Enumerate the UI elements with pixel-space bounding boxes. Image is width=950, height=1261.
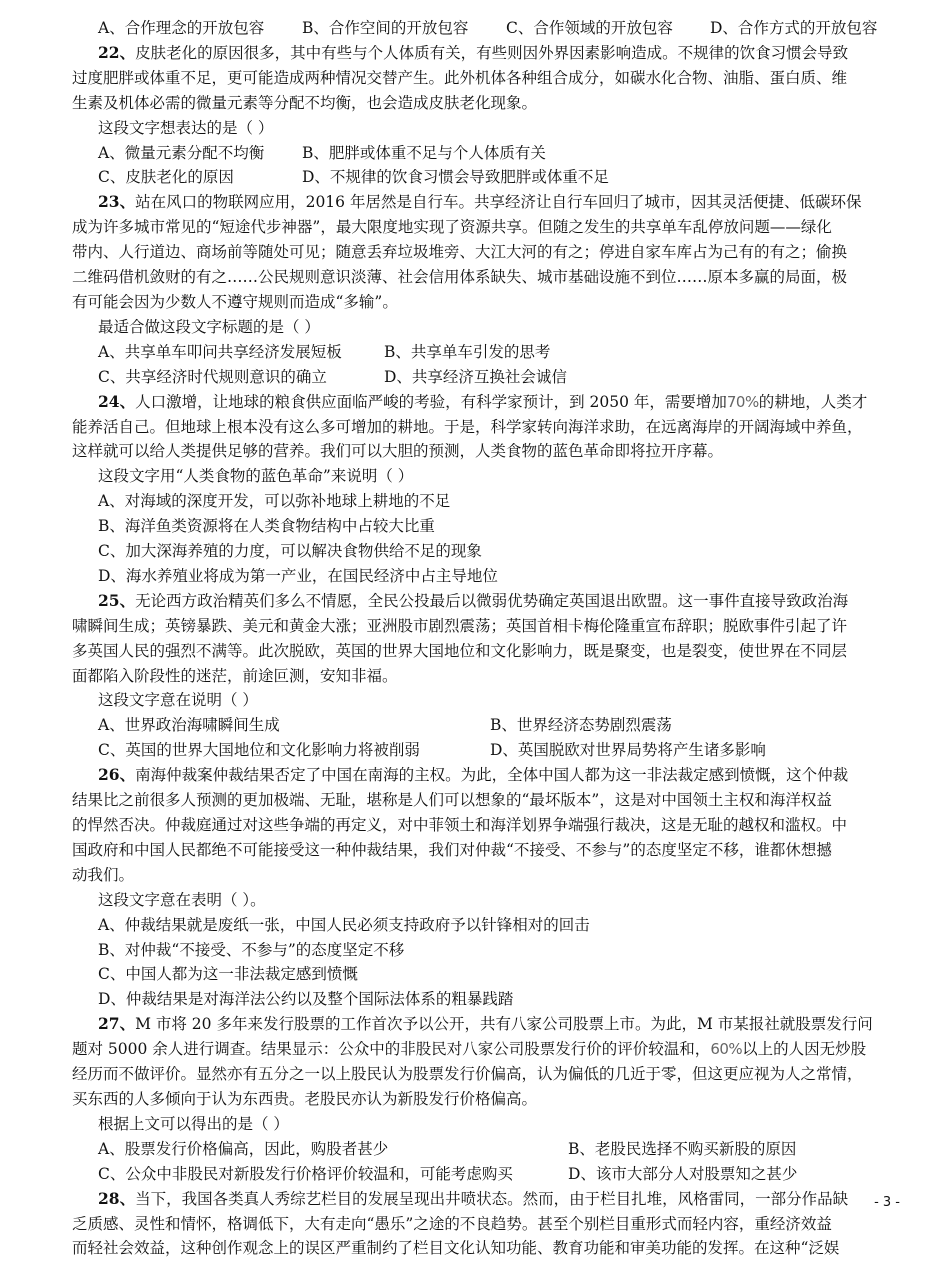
q27-number: 27、: [98, 1014, 136, 1034]
q26-option-c: C、中国人都为这一非法裁定感到愤慨: [98, 965, 358, 984]
q24-passage-line: 这样就可以给人类提供足够的营养。我们可以大胆的预测，人类食物的蓝色革命即将拉开序幕。: [72, 442, 724, 461]
q25-options-row: [72, 738, 884, 763]
q23-option-c: C、共享经济时代规则意识的确立: [98, 367, 327, 386]
q22-passage-line: 过度肥胖或体重不足，更可能造成两种情况交替产生。此外机体各种组合成分，如碳水化合物、油脂、蛋白质、维: [72, 68, 848, 87]
q27-passage-line: [72, 1037, 884, 1062]
q21-option-a: A、合作理念的开放包容: [98, 19, 265, 37]
q25-option-d: D、英国脱欧对世界局势将产生诸多影响: [490, 741, 766, 760]
q26-passage-line: 国政府和中国人民都绝不可能接受这一种仲裁结果，我们对仲裁“不接受、不参与”的态度坚定不移，谁都休想撼: [72, 840, 832, 859]
q23-number: 23、: [98, 192, 136, 212]
q24-option-a: A、对海域的深度开发，可以弥补地球上耕地的不足: [98, 492, 451, 511]
q28-passage-line: [72, 1187, 884, 1212]
q27-option-c: C、公众中非股民对新股发行价格评价较温和，可能考虑购买: [98, 1164, 513, 1183]
q27-passage-line: 买东西的人多倾向于认为东西贵。老股民亦认为新股发行价格偏高。: [72, 1089, 538, 1108]
q27-text: 题对 5000 余人进行调查。结果显示：公众中的非股民对八家公司股票发行价的评价较温和，: [72, 1040, 711, 1059]
q25-option-b: B、世界经济态势剧烈震荡: [490, 716, 672, 735]
q26-passage-line: 结果比之前很多人预测的更加极端、无耻，堪称是人们可以想象的“最坏版本”，这是对中国领土主权和海洋权益: [72, 791, 832, 810]
q26-number: 26、: [98, 765, 136, 785]
q23-passage-line: 带内、人行道边、商场前等随处可见；随意丢弃垃圾堆旁、大江大河的有之；停进自家车库占为己有的有之；偷换: [72, 243, 848, 262]
q22-option-d: D、不规律的饮食习惯会导致肥胖或体重不足: [302, 168, 609, 187]
q25-number: 25、: [98, 590, 136, 610]
q27-options-row: [72, 1162, 884, 1187]
q25-option-c: C、英国的世界大国地位和文化影响力将被削弱: [98, 741, 420, 760]
q22-passage-line: 生素及机体必需的微量元素等分配不均衡，也会造成皮肤老化现象。: [72, 93, 538, 112]
q26-option-b: B、对仲裁“不接受、不参与”的态度坚定不移: [98, 940, 405, 959]
q22-option-a: A、微量元素分配不均衡: [98, 143, 265, 162]
q26-option-d: D、仲裁结果是对海洋法公约以及整个国际法体系的粗暴践踏: [98, 990, 514, 1009]
q24-percent: 70%: [726, 392, 759, 411]
q25-options-row: [72, 713, 884, 738]
q22-number: 22、: [98, 42, 136, 62]
q27-option-d: D、该市大部分人对股票知之甚少: [568, 1164, 798, 1183]
q24-passage-line: [72, 390, 884, 415]
q24-option-b: B、海洋鱼类资源将在人类食物结构中占较大比重: [98, 517, 435, 536]
q27-options-row: [72, 1137, 884, 1162]
exam-page: [72, 16, 884, 1261]
q21-option-d: D、合作方式的开放包容: [710, 19, 878, 37]
q25-passage-line: 啸瞬间生成；英镑暴跌、美元和黄金大涨；亚洲股市剧烈震荡；英国首相卡梅伦隆重宣布辞职；脱欧事件引起了许: [72, 616, 848, 635]
q24-text: 的耕地，人类才: [758, 392, 868, 411]
q22-question: 这段文字想表达的是（ ）: [98, 118, 274, 137]
q24-number: 24、: [98, 391, 136, 411]
q28-text: 当下，我国各类真人秀综艺栏目的发展呈现出井喷状态。然而，由于栏目扎堆，风格雷同，一部分作品缺: [135, 1189, 849, 1208]
q22-options-row: [72, 165, 884, 190]
q23-question: 最适合做这段文字标题的是（ ）: [98, 317, 320, 336]
q27-text: M 市将 20 多年来发行股票的工作首次予以公开，共有八家公司股票上市。为此，M 市某报社就股票发行问: [135, 1015, 873, 1034]
q26-question: 这段文字意在表明（ ）。: [98, 890, 266, 909]
page-number: - 3 -: [874, 1195, 900, 1210]
q25-passage-line: 面都陷入阶段性的迷茫，前途叵测，安知非福。: [72, 666, 398, 685]
q24-passage-line: 能养活自己。但地球上根本没有这么多可增加的耕地。于是，科学家转向海洋求助，在远离海岸的开阔海域中养鱼，: [72, 417, 863, 436]
q27-option-b: B、老股民选择不购买新股的原因: [568, 1139, 797, 1158]
q23-option-b: B、共享单车引发的思考: [384, 342, 551, 361]
q23-option-a: A、共享单车叩问共享经济发展短板: [98, 342, 342, 361]
q26-passage-line: 的悍然否决。仲裁庭通过对这些争端的再定义，对中菲领土和海洋划界争端强行裁决，这是无耻的越权和滥权。中: [72, 816, 848, 834]
q26-option-a: A、仲裁结果就是废纸一张，中国人民必须支持政府予以针锋相对的回击: [98, 915, 590, 934]
q25-option-a: A、世界政治海啸瞬间生成: [98, 716, 280, 735]
q24-question: 这段文字用“人类食物的蓝色革命”来说明（ ）: [98, 467, 414, 486]
q23-text: 站在风口的物联网应用，2016 年居然是自行车。共享经济让自行车回归了城市，因其灵活便捷、低碳环保: [135, 193, 862, 212]
q23-passage-line: 二维码借机敛财的有之……公民规则意识淡薄、社会信用体系缺失、城市基础设施不到位……原本多赢的局面，极: [72, 268, 848, 287]
q21-option-c: C、合作领域的开放包容: [506, 19, 673, 37]
q22-option-c: C、皮肤老化的原因: [98, 168, 234, 187]
q25-passage-line: [72, 589, 884, 614]
q23-passage-line: [72, 190, 884, 215]
q23-option-d: D、共享经济互换社会诚信: [384, 367, 567, 386]
q22-option-b: B、肥胖或体重不足与个人体质有关: [302, 143, 546, 162]
q25-question: 这段文字意在说明（ ）: [98, 691, 258, 710]
q23-passage-line: 有可能会因为少数人不遵守规则而造成“多输”。: [72, 292, 398, 311]
q26-text: 南海仲裁案仲裁结果否定了中国在南海的主权。为此，全体中国人都为这一非法裁定感到愤慨，这个仲裁: [135, 766, 849, 785]
q27-passage-line: 经历而不做评价。显然亦有五分之一以上股民认为股票发行价偏高，认为偏低的几近于零，但这更应视为人之常情，: [72, 1065, 863, 1084]
q27-option-a: A、股票发行价格偏高，因此，购股者甚少: [98, 1139, 389, 1158]
q24-option-c: C、加大深海养殖的力度，可以解决食物供给不足的现象: [98, 542, 482, 561]
q22-passage-line: [72, 41, 884, 66]
q25-passage-line: 多英国人民的强烈不满等。此次脱欧，英国的世界大国地位和文化影响力，既是聚变，也是裂变，使世界在不同层: [72, 641, 848, 660]
q23-options-row: [72, 365, 884, 390]
q28-passage-line: 而轻社会效益，这种创作观念上的误区严重制约了栏目文化认知功能、教育功能和审美功能的发挥。在这种“泛娱: [72, 1239, 840, 1258]
q25-text: 无论西方政治精英们多么不情愿，全民公投最后以微弱优势确定英国退出欧盟。这一事件直接导致政治海: [135, 591, 849, 610]
q27-percent: 60%: [710, 1040, 743, 1059]
q27-question: 根据上文可以得出的是（ ）: [98, 1114, 289, 1133]
q24-option-d: D、海水养殖业将成为第一产业，在国民经济中占主导地位: [98, 566, 498, 585]
q28-number: 28、: [98, 1188, 136, 1208]
q28-passage-line: 乏质感、灵性和情怀，格调低下，大有走向“愚乐”之途的不良趋势。甚至个别栏目重形式而轻内容，重经济效益: [72, 1214, 832, 1233]
q22-options-row: [72, 141, 884, 166]
q21-option-b: B、合作空间的开放包容: [302, 19, 469, 37]
q23-passage-line: 成为许多城市常见的“短途代步神器”，最大限度地实现了资源共享。但随之发生的共享单车乱停放问题——绿化: [72, 218, 832, 237]
q26-passage-line: [72, 763, 884, 788]
q27-passage-line: [72, 1012, 884, 1037]
q21-options: [72, 16, 884, 41]
q24-text: 人口激增，让地球的粮食供应面临严峻的考验，有科学家预计，到 2050 年，需要增加: [135, 392, 727, 411]
q26-passage-line: 动我们。: [72, 865, 135, 884]
q23-options-row: [72, 340, 884, 365]
q22-text: 皮肤老化的原因很多，其中有些与个人体质有关，有些则因外界因素影响造成。不规律的饮食习惯会导致: [135, 43, 849, 62]
q27-text: 以上的人因无炒股: [742, 1040, 867, 1059]
